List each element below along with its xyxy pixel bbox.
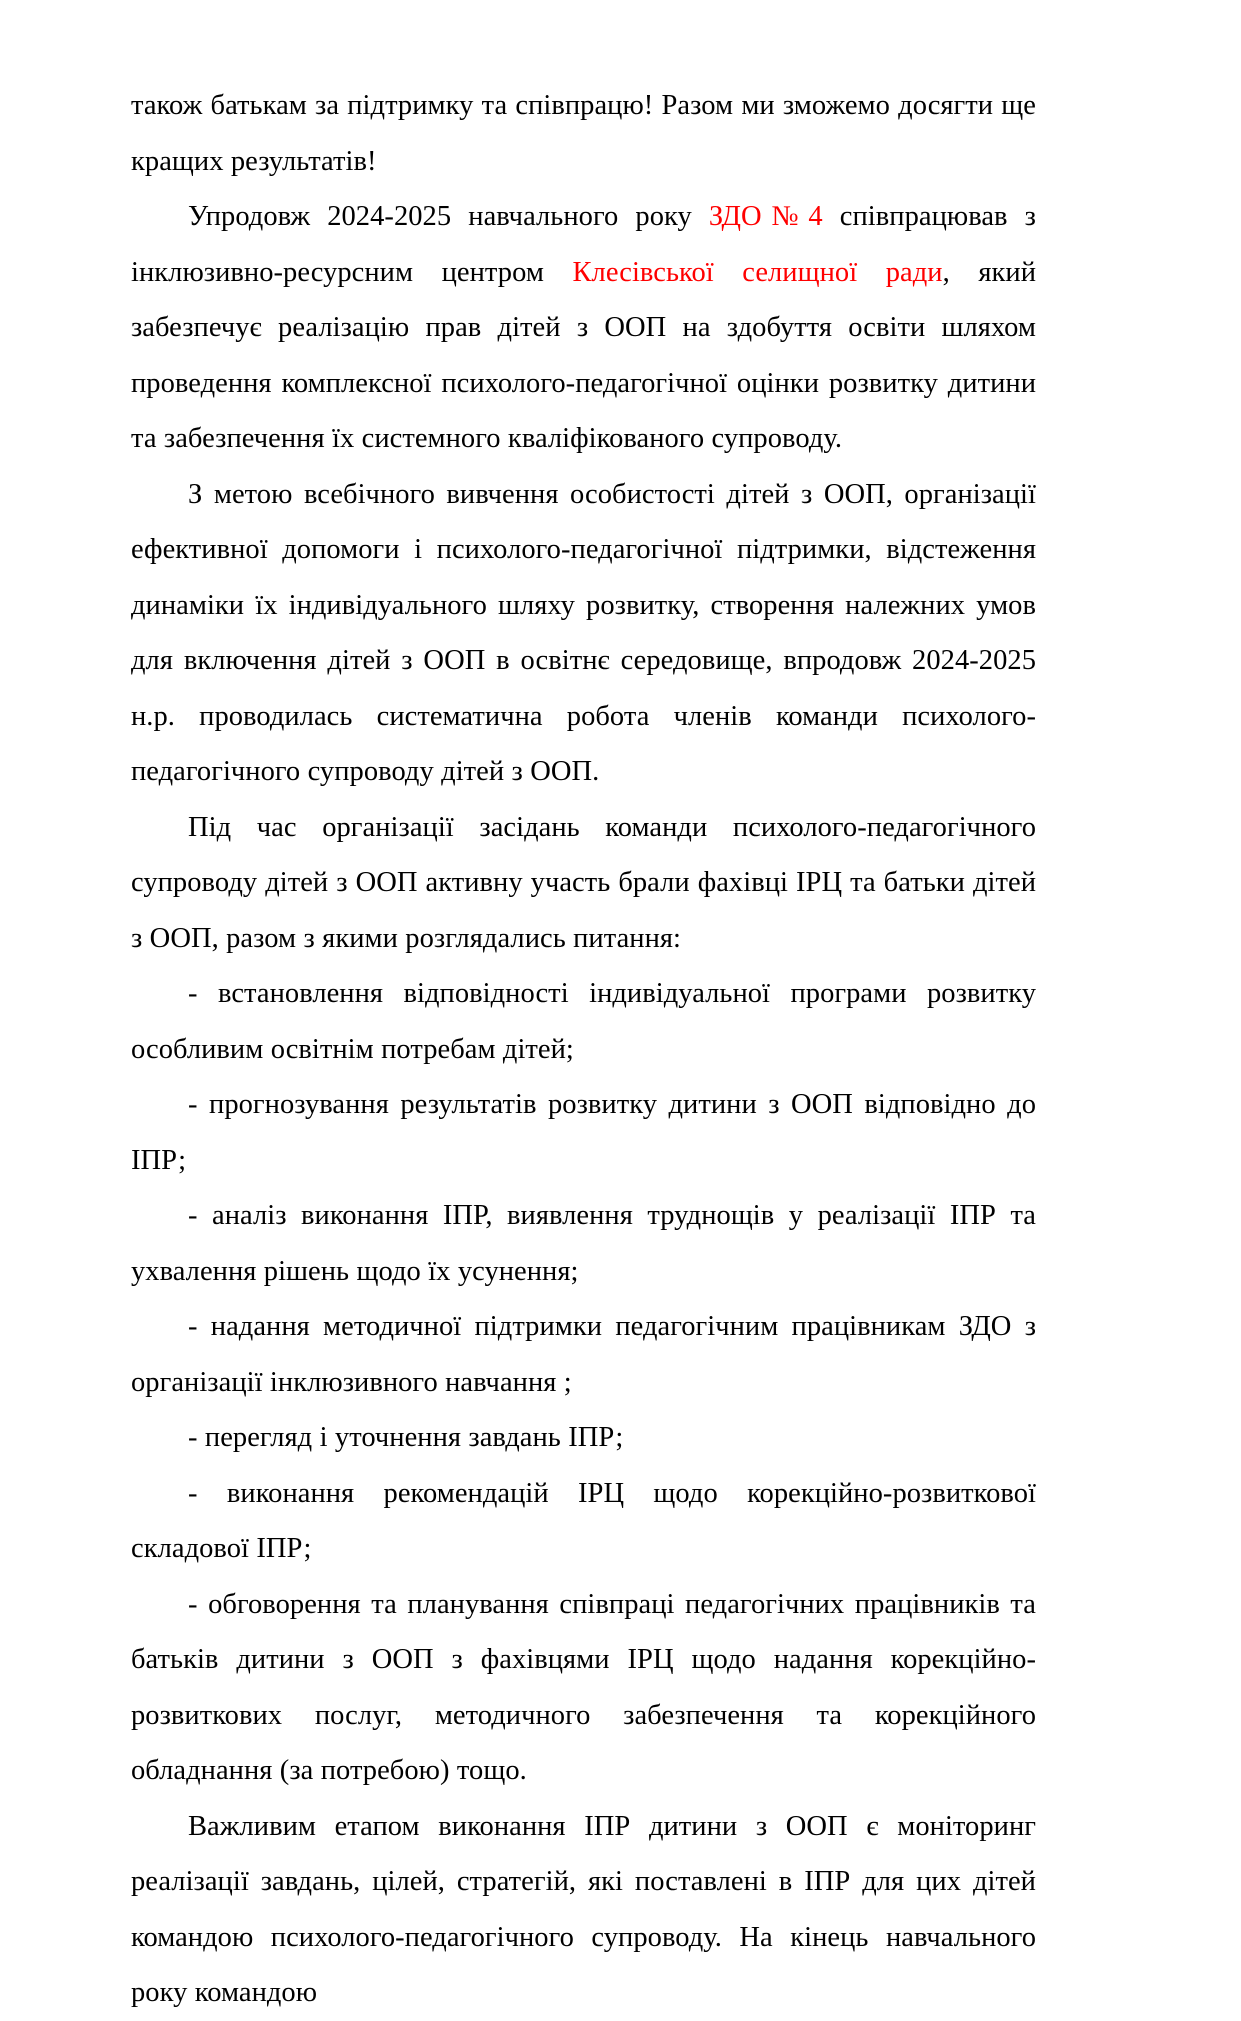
list-item: - перегляд і уточнення завдань ІПР; [188,1422,624,1453]
paragraph-systematic-work: З метою всебічного вивчення особистості дітей з ООП, організації ефективної допомоги і психолого-педагогічної підтримки, відстеження динаміки їх індивідуального шляху розвитку, створення належних умов для включення дітей з ООП в освітнє середовище, впродовж 2024-2025 н.р. проводилась систематична робота членів команди психолого-педагогічного супроводу дітей з ООП. [131,478,1036,787]
paragraph-continuation: також батькам за підтримку та співпрацю! Разом ми зможемо досягти ще кращих результатів! [131,90,1036,177]
list-item: - аналіз виконання ІПР, виявлення труднощів у реалізації ІПР та ухвалення рішень щодо їх усунення; [131,1200,1036,1287]
run-text: , який забезпечує реалізацію прав дітей з ООП на здобуття освіти шляхом проведення комплексної психолого-педагогічної оцінки розвитку дитини та забезпечення їх системного кваліфікованого супроводу. [131,256,1036,454]
run-text: співпрацював з інклюзивно-ресурсним центром [131,201,1036,288]
paragraph-meetings-intro: Під час організації засідань команди психолого-педагогічного супроводу дітей з ООП активну участь брали фахівці ІРЦ та батьки дітей з ООП, разом з якими розглядались питання: [131,811,1036,954]
paragraph-monitoring: Важливим етапом виконання ІПР дитини з ООП є моніторинг реалізації завдань, цілей, стратегій, які поставлені в ІПР для цих дітей командою психолого-педагогічного супроводу. На кінець навчального року командою [131,1810,1036,2008]
highlight-zdo-number: ЗДО№4 [708,201,823,232]
list-item: - встановлення відповідності індивідуальної програми розвитку особливим освітнім потребам дітей; [131,978,1036,1065]
list-item: - надання методичної підтримки педагогічним працівникам ЗДО з організації інклюзивного навчання ; [131,1311,1036,1398]
run-text: Упродовж 2024-2025 навчального року [188,201,709,232]
list-item: - виконання рекомендацій ІРЦ щодо корекційно-розвиткової складової ІПР; [131,1477,1036,1564]
highlight-klesiv-council: Клесівської селищної ради [572,256,943,288]
paragraph-irc-cooperation [131,189,1036,467]
document-body [131,78,1036,2021]
list-item: - обговорення та планування співпраці педагогічних працівників та батьків дитини з ООП з фахівцями ІРЦ щодо надання корекційно-розвиткових послуг, методичного забезпечення та корекційного обладнання (за потребою) тощо. [131,1588,1036,1786]
list-item: - прогнозування результатів розвитку дитини з ООП відповідно до ІПР; [131,1089,1036,1176]
